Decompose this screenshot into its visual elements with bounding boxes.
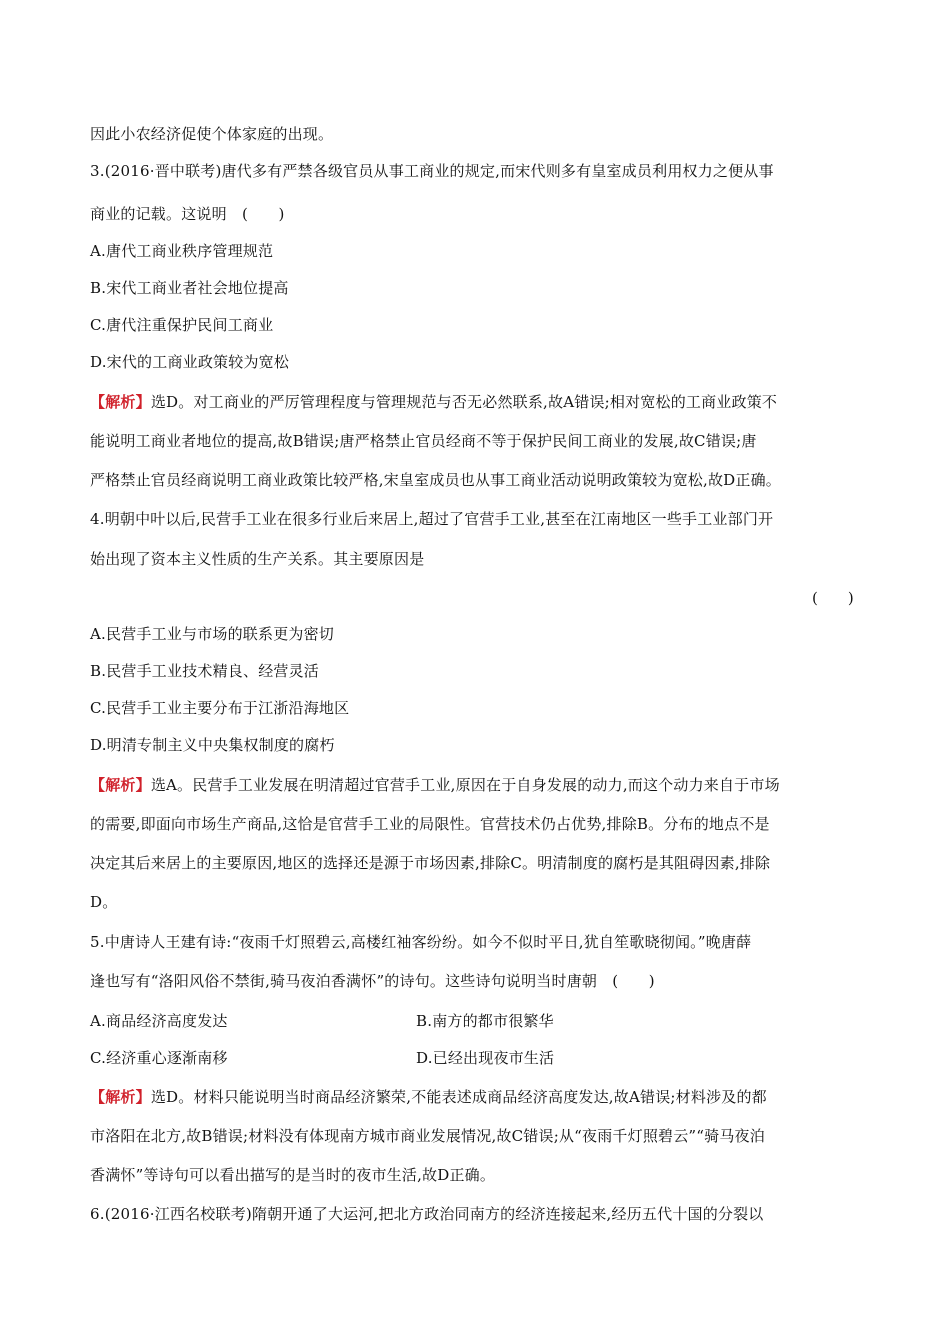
options-row <box>90 1048 860 1068</box>
answer-blank: ( ) <box>812 589 854 607</box>
text-line: 因此小农经济促使个体家庭的出现。 <box>90 125 334 143</box>
option-d: D.明清专制主义中央集权制度的腐朽 <box>90 736 335 754</box>
question-5-stem: 5.中唐诗人王建有诗:“夜雨千灯照碧云,高楼红袖客纷纷。如今不似时平日,犹自笙歌晓彻闻。”晚唐薛 <box>90 933 752 951</box>
analysis-text: 严格禁止官员经商说明工商业政策比较严格,宋皇室成员也从事工商业活动说明政策较为宽松,故D正确。 <box>90 471 781 489</box>
analysis-text: 市洛阳在北方,故B错误;材料没有体现南方城市商业发展情况,故C错误;从“夜雨千灯照碧云”“骑马夜泊 <box>90 1127 765 1145</box>
option-b: B.民营手工业技术精良、经营灵活 <box>90 662 319 680</box>
analysis-text: 选D。对工商业的严厉管理程度与管理规范与否无必然联系,故A错误;相对宽松的工商业政策不 <box>150 393 778 411</box>
option-a: A.民营手工业与市场的联系更为密切 <box>90 625 335 643</box>
options-row <box>90 1011 860 1031</box>
option-c: C.民营手工业主要分布于江浙沿海地区 <box>90 699 350 717</box>
analysis-text: D。 <box>90 893 118 911</box>
option-a: A.唐代工商业秩序管理规范 <box>90 242 274 260</box>
analysis-3 <box>90 392 860 412</box>
option-d: D.已经出现夜市生活 <box>416 1049 555 1067</box>
analysis-text: 决定其后来居上的主要原因,地区的选择还是源于市场因素,排除C。明清制度的腐朽是其阻碍因素,排除 <box>90 854 771 872</box>
analysis-4 <box>90 775 860 795</box>
analysis-tag: 【解析】 <box>90 776 151 794</box>
question-5-stem-cont: 逢也写有“洛阳风俗不禁街,骑马夜泊香满怀”的诗句。这些诗句说明当时唐朝 ( ) <box>90 972 655 990</box>
option-a: A.商品经济高度发达 <box>90 1012 228 1030</box>
analysis-5 <box>90 1087 860 1107</box>
question-3-stem-cont: 商业的记载。这说明 ( ) <box>90 205 285 223</box>
analysis-text: 能说明工商业者地位的提高,故B错误;唐严格禁止官员经商不等于保护民间工商业的发展,故C错误;唐 <box>90 432 757 450</box>
analysis-text: 的需要,即面向市场生产商品,这恰是官营手工业的局限性。官营技术仍占优势,排除B。分布的地点不是 <box>90 815 770 833</box>
analysis-text: 选A。民营手工业发展在明清超过官营手工业,原因在于自身发展的动力,而这个动力来自于市场 <box>150 776 780 794</box>
analysis-text: 香满怀”等诗句可以看出描写的是当时的夜市生活,故D正确。 <box>90 1166 496 1184</box>
option-b: B.南方的都市很繁华 <box>416 1012 554 1030</box>
option-d: D.宋代的工商业政策较为宽松 <box>90 353 290 371</box>
question-3-stem: 3.(2016·晋中联考)唐代多有严禁各级官员从事工商业的规定,而宋代则多有皇室成员利用权力之便从事 <box>90 162 774 180</box>
question-6-stem: 6.(2016·江西名校联考)隋朝开通了大运河,把北方政治同南方的经济连接起来,经历五代十国的分裂以 <box>90 1205 764 1223</box>
option-b: B.宋代工商业者社会地位提高 <box>90 279 289 297</box>
analysis-text: 选D。材料只能说明当时商品经济繁荣,不能表述成商品经济高度发达,故A错误;材料涉及的都 <box>150 1088 767 1106</box>
option-c: C.唐代注重保护民间工商业 <box>90 316 274 334</box>
question-4-stem: 4.明朝中叶以后,民营手工业在很多行业后来居上,超过了官营手工业,甚至在江南地区一些手工业部门开 <box>90 510 774 528</box>
option-c: C.经济重心逐渐南移 <box>90 1049 228 1067</box>
question-4-stem-cont: 始出现了资本主义性质的生产关系。其主要原因是 <box>90 550 425 568</box>
analysis-tag: 【解析】 <box>90 393 151 411</box>
analysis-tag: 【解析】 <box>90 1088 151 1106</box>
